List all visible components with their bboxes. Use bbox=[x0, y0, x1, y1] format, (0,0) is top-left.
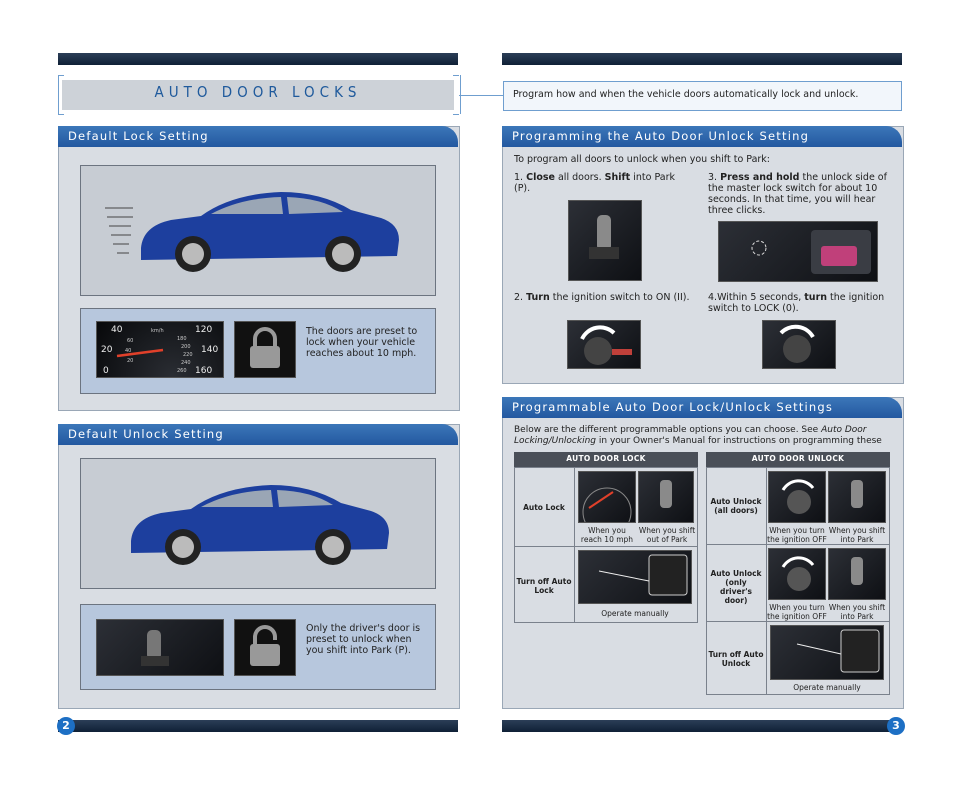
caption-shift-into-park-2: When you shift into Park bbox=[828, 603, 886, 621]
default-unlock-text: Only the driver's door is preset to unlock when you shift into Park (P). bbox=[306, 623, 421, 656]
top-bar-right bbox=[502, 53, 902, 65]
speed-kmh-tick: 220 bbox=[183, 352, 193, 358]
car-speeding-illustration bbox=[81, 166, 435, 295]
programmable-heading: Programmable Auto Door Lock/Unlock Settings bbox=[502, 397, 902, 418]
unlock-table-header: AUTO DOOR UNLOCK bbox=[706, 452, 890, 467]
step-2: 2. Turn the ignition switch to ON (II). bbox=[514, 292, 690, 303]
auto-unlock-driver-label: Auto Unlock (only driver's door) bbox=[710, 569, 762, 605]
speed-tick: 160 bbox=[195, 366, 213, 376]
programming-heading: Programming the Auto Door Unlock Setting bbox=[502, 126, 902, 147]
unlocked-padlock-icon bbox=[234, 619, 296, 676]
caption-shift-into-park-1: When you shift into Park bbox=[828, 526, 886, 544]
caption-operate-manually-lock: Operate manually bbox=[601, 609, 669, 618]
default-lock-text: The doors are preset to lock when your vehicle reaches about 10 mph. bbox=[306, 326, 418, 359]
page-title: AUTO DOOR LOCKS bbox=[154, 83, 362, 101]
speed-unit: km/h bbox=[151, 328, 164, 334]
shifter-thumb-1 bbox=[828, 471, 886, 523]
caption-operate-manually-unlock: Operate manually bbox=[793, 683, 861, 692]
speed-kmh-tick: 60 bbox=[127, 338, 134, 344]
speed-tick: 40 bbox=[111, 325, 123, 335]
default-unlock-heading: Default Unlock Setting bbox=[58, 424, 458, 445]
step-3: 3. Press and hold the unlock side of the master lock switch for about 10 seconds. In that time, you will hear three clicks. bbox=[708, 172, 887, 216]
shifter-thumb bbox=[638, 471, 694, 523]
speed-kmh-tick: 20 bbox=[127, 358, 134, 364]
speed-tick: 140 bbox=[201, 345, 219, 355]
speedometer-image bbox=[96, 321, 224, 378]
caption-shift-out-of-park: When you shift out of Park bbox=[638, 526, 696, 544]
speed-tick: 20 bbox=[101, 345, 113, 355]
caption-ignition-off-2: When you turn the ignition OFF bbox=[767, 603, 827, 621]
caption-ignition-off-1: When you turn the ignition OFF bbox=[767, 526, 827, 544]
ignition-on-photo bbox=[567, 320, 641, 369]
car-parked-frame bbox=[80, 458, 436, 589]
shifter-photo bbox=[568, 200, 642, 281]
bottom-bar-left bbox=[58, 720, 458, 732]
door-switch-thumb-unlock bbox=[770, 625, 884, 680]
shifter-thumb-2 bbox=[828, 548, 886, 600]
step-1: 1. Close all doors. Shift into Park (P). bbox=[514, 172, 675, 194]
speed-kmh-tick: 180 bbox=[177, 336, 187, 342]
locked-padlock-icon bbox=[234, 321, 296, 378]
speedometer-thumb bbox=[578, 471, 636, 523]
ignition-off-thumb-1 bbox=[768, 471, 826, 523]
speed-kmh-tick: 200 bbox=[181, 344, 191, 350]
ignition-off-thumb-2 bbox=[768, 548, 826, 600]
master-switch-photo bbox=[718, 221, 878, 282]
ignition-lock-photo bbox=[762, 320, 836, 369]
turn-off-auto-unlock-label: Turn off Auto Unlock bbox=[708, 650, 764, 668]
car-illustration-frame bbox=[80, 165, 436, 296]
connector-line bbox=[459, 95, 503, 96]
page-number-right: 3 bbox=[887, 717, 905, 735]
turn-off-auto-lock-label: Turn off Auto Lock bbox=[516, 577, 572, 595]
speed-tick: 120 bbox=[195, 325, 213, 335]
auto-lock-label: Auto Lock bbox=[523, 503, 565, 512]
door-switch-thumb-lock bbox=[578, 550, 692, 604]
speed-kmh-tick: 240 bbox=[181, 360, 191, 366]
page-number-left: 2 bbox=[57, 717, 75, 735]
speed-kmh-tick: 260 bbox=[177, 368, 187, 374]
step-4: 4.Within 5 seconds, turn the ignition switch to LOCK (0). bbox=[708, 292, 885, 314]
speed-tick: 0 bbox=[103, 366, 109, 376]
description-text: Program how and when the vehicle doors automatically lock and unlock. bbox=[513, 89, 859, 100]
top-bar-left bbox=[58, 53, 458, 65]
auto-unlock-all-label: Auto Unlock (all doors) bbox=[710, 497, 762, 515]
gear-shifter-image bbox=[96, 619, 224, 676]
speed-kmh-tick: 40 bbox=[125, 348, 132, 354]
bottom-bar-right bbox=[502, 720, 902, 732]
lock-table-header: AUTO DOOR LOCK bbox=[514, 452, 698, 467]
caption-reach-10mph: When you reach 10 mph bbox=[580, 526, 634, 544]
programming-intro: To program all doors to unlock when you shift to Park: bbox=[514, 154, 771, 165]
programmable-intro: Below are the different programmable options you can choose. See Auto Door Locking/Unlocking in your Owner's Manual for instructions on programming these bbox=[514, 425, 882, 446]
default-lock-heading: Default Lock Setting bbox=[58, 126, 458, 147]
car-parked-illustration bbox=[81, 459, 435, 588]
